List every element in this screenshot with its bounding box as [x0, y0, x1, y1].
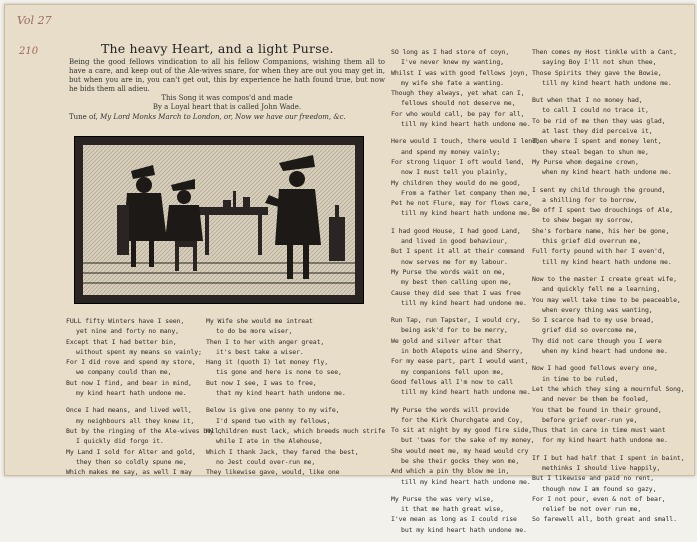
verse-line: We gold and silver after that [391, 336, 502, 345]
verse-line: Let the which they sing a mournful Song, [532, 384, 685, 393]
verse-line: methinks I should live happily, [542, 463, 661, 472]
stanza [532, 363, 692, 445]
verse-line: when my kind heart hath undone me. [542, 168, 672, 177]
verse-line: it that me hath great wise, [401, 505, 504, 514]
verse-line: Cause they did see that I was free [391, 288, 521, 297]
verse-line: my kind heart hath undone me. [76, 389, 187, 398]
verse-line: in time to be ruled, [542, 374, 619, 383]
verse-line: For I not pour, even & not of bear, [532, 494, 666, 503]
verse-line: a shilling for to borrow, [542, 195, 638, 204]
verse-line: Except that I had better bin, [66, 337, 177, 346]
verse-line: My children they would do me good, [391, 178, 521, 187]
verse-line: without spent my means so vainly; [76, 347, 202, 356]
verse-line: yet nine and forty no many, [76, 327, 179, 336]
verse-line: Which I thank Jack, they fared the best, [206, 447, 359, 456]
ballad-introduction [69, 58, 385, 122]
verse-line: my neighbours all they knew it, [76, 416, 195, 425]
verse-column-2 [206, 316, 386, 484]
stanza [532, 95, 692, 177]
verse-line: For strong liquor I oft would lend, [391, 157, 525, 166]
verse-line: Pet he not Flure, may for flows care, [391, 199, 533, 208]
verse-line: I had good House, I had good Land, [391, 226, 521, 235]
verse-line: My Wife she would me intreat [206, 317, 313, 325]
verse-column-1 [66, 316, 223, 484]
verse-line: If I but had half that I spent in baint, [532, 453, 685, 462]
verse-line: to do be more wiser, [216, 327, 293, 336]
verse-line: Whilst I was with good fellows joyn, [391, 68, 529, 77]
tune-name: My Lord Monks March to London, or, Now we have our freedom, &c. [100, 112, 346, 121]
verse-line: I'd spend two with my fellows, [216, 416, 331, 425]
verse-line: they steal began to shun me, [542, 147, 649, 156]
stanza [532, 185, 692, 267]
verse-line: But by the ringing of the Ale-wives bell, [66, 426, 223, 435]
verse-line: though now I am found so gazy, [542, 484, 657, 493]
verse-line: Good fellows all I'm now to call [391, 377, 514, 386]
verse-line: and never be them be fooled, [542, 395, 649, 404]
verse-line: I've never knew my wanting, [401, 58, 504, 67]
verse-line: when my kind heart had undone me. [542, 347, 668, 356]
verse-line: my best then calling upon me, [401, 278, 512, 287]
verse-line: But when that I no money had, [532, 96, 643, 105]
verse-line: To be rid of me then they was glad, [532, 116, 666, 125]
verse-line: FULL fifty Winters have I seen, [66, 317, 185, 325]
verse-line: Hang it (quoth I) let money fly, [206, 358, 329, 367]
verse-line: My Purse the words will provide [391, 405, 510, 414]
verse-line: my companions fell upon me, [401, 367, 504, 376]
author-line: By a Loyal heart that is called John Wade. [152, 103, 302, 112]
verse-column-4 [532, 47, 692, 532]
verse-line: For who would call, be pay for all, [391, 109, 525, 118]
verse-line: Below is give one penny to my wife, [206, 406, 340, 415]
verse-line: and spend my money vainly; [401, 147, 501, 156]
verse-line: Then I to her with anger great, [206, 337, 325, 346]
verse-line: Here would I touch, there would I lend, [391, 137, 540, 146]
verse-line: But now I find, and bear in mind, [66, 378, 192, 387]
verse-line: in both Alepots wine and Sherry, [401, 347, 524, 356]
verse-line: But I spent it all at their command [391, 247, 525, 256]
verse-line: My Purse the words wait on me, [391, 267, 506, 276]
stanza [391, 315, 531, 397]
verse-line: Run Tap, run Tapster, I would cry, [391, 316, 521, 325]
verse-line: till my kind heart hath undone me. [401, 209, 531, 218]
verse-line: be she their gocks they won me, [401, 456, 520, 465]
verse-line: But now I see, I was to free, [206, 378, 317, 387]
stanza [532, 274, 692, 356]
verse-line: My Land I sold for Alter and gold, [66, 447, 196, 456]
verse-line: For I did rove and spend my store, [66, 358, 196, 367]
stanza [391, 494, 527, 535]
verse-line: to call I could no trace it, [542, 106, 649, 115]
verse-line: till my kind heart hath undone me. [542, 257, 672, 266]
verse-line: they then so coldly spune me, [76, 457, 187, 466]
verse-line: and quickly fell me a learning, [542, 285, 661, 294]
stanza [532, 47, 692, 88]
verse-line: till my kind heart had undone me. [401, 298, 527, 307]
verse-line: So farewell all, both great and small. [532, 515, 677, 524]
verse-line: that my kind heart hath undone me. [216, 389, 346, 398]
verse-line: it's best take a wiser. [216, 347, 304, 356]
verse-line: My Purse the was very wise, [391, 494, 494, 503]
verse-line: relief be not over run me, [542, 505, 642, 514]
verse-line: Which makes me say, as well I may [66, 468, 192, 477]
verse-line: now serves me for my labour. [401, 257, 508, 266]
verse-line: I sent my child through the ground, [532, 185, 666, 194]
verse-line: From a father let company then me, [401, 188, 531, 197]
verse-line: my wife she fate a wanting. [401, 78, 504, 87]
verse-line: My children must lack, which breeds much strife [206, 426, 386, 435]
verse-line: this grief did overrun me, [542, 237, 642, 246]
verse-line: I've mean as long as I could rise [391, 515, 517, 524]
verse-line: She's forbare name, his her be gone, [532, 226, 670, 235]
intro-text: Being the good fellows vindication to all his fellow Companions, wishing them all to have a care, and keep out of the Ale-wives snare, for when they are out you may get in, but when you are in, you can't get out, this by experience he hath found true, but now he bids them all adieu. [69, 58, 385, 94]
stanza [391, 226, 527, 308]
stanza [391, 405, 535, 487]
verse-line: to shew began my sorrow, [542, 216, 634, 225]
verse-line: Thus that in care in time must want [532, 426, 666, 435]
ballad-title: The heavy Heart, and a light Purse. [101, 41, 334, 56]
stanza [66, 316, 214, 398]
verse-line: but my kind heart hath undone me. [401, 525, 527, 534]
stanza [532, 453, 692, 525]
verse-line: being ask'd for to be merry, [401, 326, 508, 335]
verse-line: She would meet me, my head would cry [391, 446, 529, 455]
verse-line: for my kind heart hath undone me. [542, 436, 668, 445]
stanza [391, 47, 531, 129]
verse-line: But I likewise and paid no rent, [532, 474, 655, 483]
verse-line: no Jest could over-run me, [216, 457, 316, 466]
verse-line: but 'twas for the sake of my money, [401, 436, 535, 445]
stanza [206, 316, 363, 398]
verse-line: Those Spirits they gave the Bowie, [532, 68, 662, 77]
verse-line: before grief over-run ye, [542, 415, 638, 424]
verse-line: Be off I spent two drouchings of Ale, [532, 206, 674, 215]
verse-line: They likewise gave, would, like one [206, 468, 340, 477]
verse-line: Full forty pound with her I even'd, [532, 247, 666, 256]
verse-line: And which a pin thy blow me in, [391, 467, 510, 476]
verse-line: So I scarce had to my use bread, [532, 316, 655, 325]
verse-line: Now I had good fellows every one, [532, 364, 658, 373]
tune-prefix: Tune of, [69, 112, 98, 121]
woodcut-illustration [74, 136, 364, 304]
verse-line: Then comes my Host tinkle with a Cant, [532, 48, 677, 56]
verse-line: at last they did perceive it, [542, 127, 653, 136]
stanza [66, 405, 223, 477]
tune-line [69, 113, 385, 122]
verse-line: You may well take time to be peaceable, [532, 295, 681, 304]
verse-line: To sit at night by my good fire side, [391, 426, 533, 435]
verse-line: till my kind heart hath undone me. [401, 477, 531, 486]
verse-line: till my kind heart hath undone me. [401, 388, 531, 397]
verse-line: You that be found in their ground, [532, 405, 662, 414]
verse-line: fellows should not deserve me, [401, 99, 516, 108]
stanza [206, 405, 386, 477]
verse-line: and lived in good behaviour, [401, 237, 508, 246]
verse-line: My Purse whom degaine crown, [532, 157, 639, 166]
verse-line: now I must tell you plainly, [401, 168, 508, 177]
verse-line: grief did so overcome me, [542, 326, 638, 335]
verse-line: I quickly did forgo it. [76, 437, 164, 446]
verse-line: till my kind heart hath undone me. [401, 120, 531, 129]
verse-line: we company could than me, [76, 368, 172, 377]
verse-line: Though they always, yet what can I, [391, 89, 525, 98]
woodcut-tavern-scene [83, 145, 355, 295]
verse-line: for the Kirk Churchgate and Coy, [401, 415, 524, 424]
verse-column-3 [391, 47, 540, 542]
verse-line: saying Boy I'll not shun thee, [542, 58, 657, 67]
manuscript-volume-note: Vol 27 [17, 14, 52, 27]
verse-line: till my kind heart hath undone me. [542, 78, 672, 87]
verse-line: tis gone and here is none to see, [216, 368, 342, 377]
verse-line: Now to the master I create great wife, [532, 274, 677, 283]
verse-line: while I ate in the Alehouse, [216, 437, 323, 446]
verse-line: Once I had means, and lived well, [66, 406, 192, 415]
verse-line: For my ease part, part I would want, [391, 357, 529, 366]
verse-line: Then where I spent and money lent, [532, 137, 662, 146]
stanza [391, 136, 540, 218]
broadside-sheet [4, 4, 695, 534]
verse-line: SO long as I had store of coyn, [391, 48, 510, 56]
manuscript-page-number: 210 [19, 46, 39, 57]
composed-line: This Song it was compos'd and made [161, 94, 293, 103]
verse-line: Thy did not care though you I were [532, 336, 662, 345]
verse-line: when every thing was wanting, [542, 305, 653, 314]
